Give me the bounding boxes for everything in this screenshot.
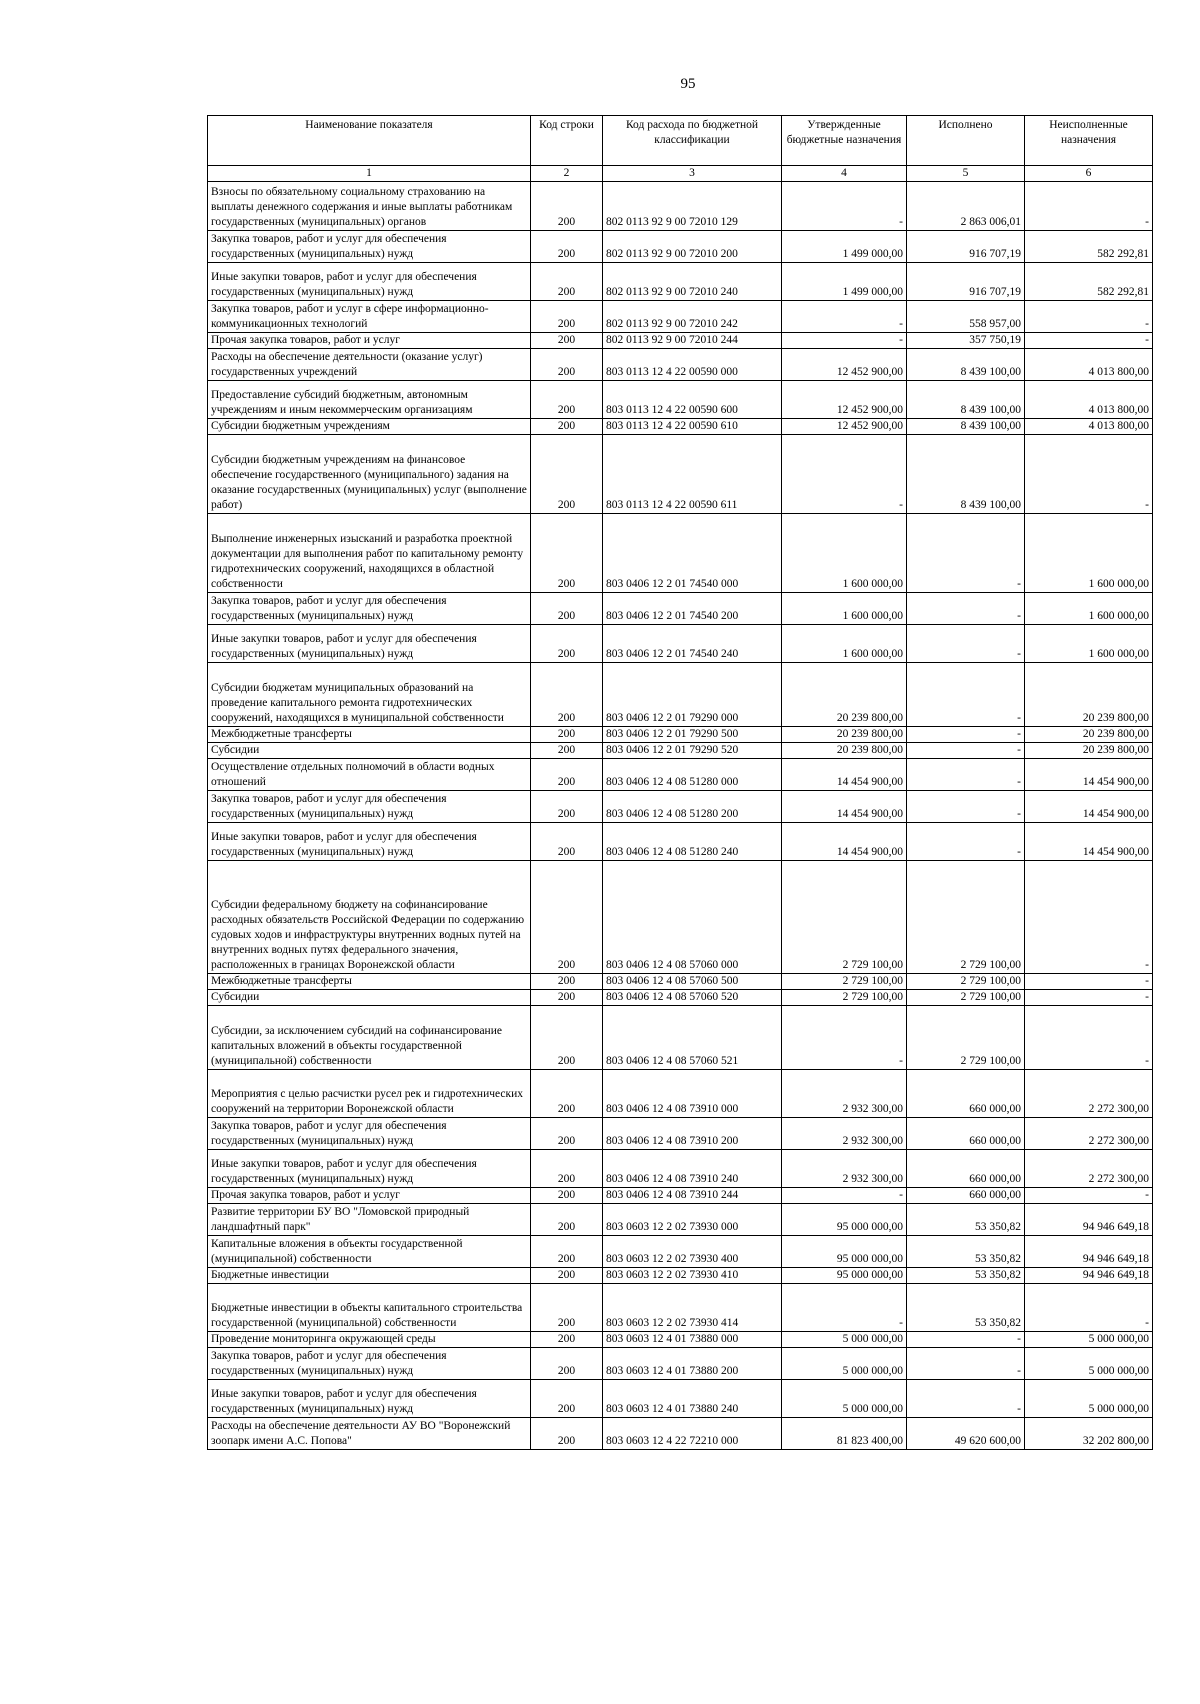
row-unexecuted-cell: 14 454 900,00: [1025, 759, 1153, 791]
row-name-cell: Иные закупки товаров, работ и услуг для обеспечения государственных (муниципальных) нужд: [208, 1150, 531, 1188]
row-line-code-cell: 200: [531, 1380, 603, 1418]
row-line-code-cell: 200: [531, 743, 603, 759]
row-budget-code-cell: 803 0406 12 4 08 57060 500: [603, 974, 782, 990]
row-unexecuted-cell: 4 013 800,00: [1025, 419, 1153, 435]
row-name-cell: Иные закупки товаров, работ и услуг для обеспечения государственных (муниципальных) нужд: [208, 263, 531, 301]
row-budget-code-cell: 803 0603 12 2 02 73930 410: [603, 1268, 782, 1284]
table-row: [208, 743, 1153, 759]
row-line-code-cell: 200: [531, 759, 603, 791]
table-header-row: [208, 116, 1153, 166]
row-executed-cell: -: [907, 759, 1025, 791]
row-name-cell: Субсидии бюджетным учреждениям: [208, 419, 531, 435]
row-unexecuted-cell: -: [1025, 333, 1153, 349]
row-name-cell: Предоставление субсидий бюджетным, автономным учреждениям и иным некоммерческим организациям: [208, 381, 531, 419]
table-row: [208, 333, 1153, 349]
row-line-code-cell: 200: [531, 625, 603, 663]
row-budget-code-cell: 803 0603 12 4 01 73880 200: [603, 1348, 782, 1380]
table-row: [208, 791, 1153, 823]
row-name-cell: Закупка товаров, работ и услуг для обеспечения государственных (муниципальных) нужд: [208, 791, 531, 823]
header-executed: Исполнено: [907, 116, 1025, 166]
row-unexecuted-cell: 94 946 649,18: [1025, 1236, 1153, 1268]
row-executed-cell: -: [907, 1332, 1025, 1348]
column-number: 3: [603, 166, 782, 182]
column-number-row: [208, 166, 1153, 182]
row-line-code-cell: 200: [531, 349, 603, 381]
table-row: [208, 593, 1153, 625]
row-name-cell: Расходы на обеспечение деятельности АУ ВО "Воронежский зоопарк имени А.С. Попова": [208, 1418, 531, 1450]
row-budget-code-cell: 803 0406 12 4 08 51280 240: [603, 823, 782, 861]
table-row: [208, 974, 1153, 990]
row-approved-cell: -: [782, 333, 907, 349]
row-approved-cell: -: [782, 182, 907, 231]
row-unexecuted-cell: 1 600 000,00: [1025, 625, 1153, 663]
row-line-code-cell: 200: [531, 663, 603, 727]
table-row: [208, 1268, 1153, 1284]
column-number: 4: [782, 166, 907, 182]
row-line-code-cell: 200: [531, 823, 603, 861]
row-budget-code-cell: 803 0113 12 4 22 00590 610: [603, 419, 782, 435]
row-budget-code-cell: 803 0603 12 4 01 73880 240: [603, 1380, 782, 1418]
row-line-code-cell: 200: [531, 1348, 603, 1380]
row-line-code-cell: 200: [531, 1150, 603, 1188]
row-name-cell: Закупка товаров, работ и услуг для обеспечения государственных (муниципальных) нужд: [208, 593, 531, 625]
row-line-code-cell: 200: [531, 1268, 603, 1284]
row-budget-code-cell: 802 0113 92 9 00 72010 244: [603, 333, 782, 349]
row-budget-code-cell: 803 0406 12 4 08 73910 240: [603, 1150, 782, 1188]
row-executed-cell: 8 439 100,00: [907, 381, 1025, 419]
row-approved-cell: 5 000 000,00: [782, 1332, 907, 1348]
row-name-cell: Субсидии: [208, 743, 531, 759]
row-budget-code-cell: 803 0603 12 2 02 73930 414: [603, 1284, 782, 1332]
row-unexecuted-cell: 5 000 000,00: [1025, 1348, 1153, 1380]
row-name-cell: Выполнение инженерных изысканий и разработка проектной документации для выполнения работ по капитальному ремонту гидротехнических сооружений, находящихся в областной собственности: [208, 514, 531, 593]
table-row: [208, 861, 1153, 974]
row-line-code-cell: 200: [531, 182, 603, 231]
row-line-code-cell: 200: [531, 1204, 603, 1236]
row-unexecuted-cell: 94 946 649,18: [1025, 1204, 1153, 1236]
row-executed-cell: 660 000,00: [907, 1150, 1025, 1188]
row-executed-cell: 53 350,82: [907, 1284, 1025, 1332]
header-unexecuted: Неисполненные назначения: [1025, 116, 1153, 166]
row-executed-cell: -: [907, 514, 1025, 593]
row-approved-cell: 2 729 100,00: [782, 861, 907, 974]
table-row: [208, 1418, 1153, 1450]
page-number: 95: [680, 76, 696, 92]
row-budget-code-cell: 802 0113 92 9 00 72010 200: [603, 231, 782, 263]
row-line-code-cell: 200: [531, 727, 603, 743]
row-name-cell: Закупка товаров, работ и услуг в сфере информационно-коммуникационных технологий: [208, 301, 531, 333]
row-budget-code-cell: 803 0113 12 4 22 00590 000: [603, 349, 782, 381]
row-executed-cell: 2 729 100,00: [907, 1006, 1025, 1070]
row-unexecuted-cell: -: [1025, 435, 1153, 514]
row-budget-code-cell: 803 0406 12 2 01 74540 200: [603, 593, 782, 625]
row-budget-code-cell: 803 0406 12 2 01 74540 240: [603, 625, 782, 663]
row-approved-cell: 14 454 900,00: [782, 759, 907, 791]
row-name-cell: Бюджетные инвестиции: [208, 1268, 531, 1284]
row-unexecuted-cell: -: [1025, 1188, 1153, 1204]
column-number: 5: [907, 166, 1025, 182]
row-name-cell: Мероприятия с целью расчистки русел рек и гидротехнических сооружений на территории Воронежской области: [208, 1070, 531, 1118]
row-unexecuted-cell: 5 000 000,00: [1025, 1380, 1153, 1418]
row-line-code-cell: 200: [531, 1284, 603, 1332]
table-body: [208, 182, 1153, 1450]
row-unexecuted-cell: -: [1025, 861, 1153, 974]
row-budget-code-cell: 803 0603 12 4 22 72210 000: [603, 1418, 782, 1450]
row-approved-cell: 1 600 000,00: [782, 514, 907, 593]
row-executed-cell: -: [907, 593, 1025, 625]
row-budget-code-cell: 803 0406 12 2 01 74540 000: [603, 514, 782, 593]
row-name-cell: Субсидии федеральному бюджету на софинансирование расходных обязательств Российской Федерации по содержанию судовых ходов и инфраструктуры внутренних водных путей на внутренних водных путях федерального значения, расположенных в границах Воронежской области: [208, 861, 531, 974]
row-name-cell: Капитальные вложения в объекты государственной (муниципальной) собственности: [208, 1236, 531, 1268]
row-unexecuted-cell: 20 239 800,00: [1025, 663, 1153, 727]
row-approved-cell: 2 932 300,00: [782, 1150, 907, 1188]
row-budget-code-cell: 803 0603 12 2 02 73930 400: [603, 1236, 782, 1268]
budget-execution-table: [207, 115, 1153, 1450]
table-row: [208, 727, 1153, 743]
table-row: [208, 263, 1153, 301]
row-approved-cell: 95 000 000,00: [782, 1204, 907, 1236]
row-executed-cell: 2 729 100,00: [907, 974, 1025, 990]
row-unexecuted-cell: 1 600 000,00: [1025, 514, 1153, 593]
table-row: [208, 381, 1153, 419]
row-unexecuted-cell: 5 000 000,00: [1025, 1332, 1153, 1348]
table-row: [208, 1380, 1153, 1418]
row-unexecuted-cell: -: [1025, 1006, 1153, 1070]
table-row: [208, 1236, 1153, 1268]
row-line-code-cell: 200: [531, 381, 603, 419]
table-row: [208, 625, 1153, 663]
row-unexecuted-cell: -: [1025, 974, 1153, 990]
row-executed-cell: 2 729 100,00: [907, 861, 1025, 974]
row-unexecuted-cell: 4 013 800,00: [1025, 349, 1153, 381]
header-line-code: Код строки: [531, 116, 603, 166]
table-row: [208, 1070, 1153, 1118]
row-executed-cell: 53 350,82: [907, 1204, 1025, 1236]
row-name-cell: Прочая закупка товаров, работ и услуг: [208, 1188, 531, 1204]
row-line-code-cell: 200: [531, 333, 603, 349]
column-number: 6: [1025, 166, 1153, 182]
row-approved-cell: 12 452 900,00: [782, 419, 907, 435]
row-unexecuted-cell: -: [1025, 990, 1153, 1006]
row-budget-code-cell: 803 0113 12 4 22 00590 611: [603, 435, 782, 514]
table-row: [208, 514, 1153, 593]
row-name-cell: Взносы по обязательному социальному страхованию на выплаты денежного содержания и иные выплаты работникам государственных (муниципальных) органов: [208, 182, 531, 231]
row-approved-cell: -: [782, 301, 907, 333]
row-name-cell: Закупка товаров, работ и услуг для обеспечения государственных (муниципальных) нужд: [208, 1118, 531, 1150]
row-line-code-cell: 200: [531, 231, 603, 263]
row-budget-code-cell: 802 0113 92 9 00 72010 240: [603, 263, 782, 301]
row-budget-code-cell: 803 0406 12 4 08 51280 000: [603, 759, 782, 791]
row-budget-code-cell: 803 0406 12 4 08 73910 244: [603, 1188, 782, 1204]
row-approved-cell: 1 499 000,00: [782, 231, 907, 263]
row-line-code-cell: 200: [531, 301, 603, 333]
row-line-code-cell: 200: [531, 1070, 603, 1118]
row-name-cell: Иные закупки товаров, работ и услуг для обеспечения государственных (муниципальных) нужд: [208, 1380, 531, 1418]
row-line-code-cell: 200: [531, 974, 603, 990]
row-name-cell: Субсидии бюджетным учреждениям на финансовое обеспечение государственного (муниципального) задания на оказание государственных (муниципальных) услуг (выполнение работ): [208, 435, 531, 514]
row-executed-cell: -: [907, 791, 1025, 823]
row-name-cell: Развитие территории БУ ВО "Ломовской природный ландшафтный парк": [208, 1204, 531, 1236]
row-approved-cell: -: [782, 435, 907, 514]
row-budget-code-cell: 803 0406 12 4 08 51280 200: [603, 791, 782, 823]
table-row: [208, 1204, 1153, 1236]
row-approved-cell: 2 729 100,00: [782, 974, 907, 990]
row-budget-code-cell: 803 0603 12 4 01 73880 000: [603, 1332, 782, 1348]
row-budget-code-cell: 803 0603 12 2 02 73930 000: [603, 1204, 782, 1236]
row-approved-cell: 14 454 900,00: [782, 791, 907, 823]
row-executed-cell: -: [907, 743, 1025, 759]
row-approved-cell: -: [782, 1006, 907, 1070]
row-name-cell: Бюджетные инвестиции в объекты капитального строительства государственной (муниципальной) собственности: [208, 1284, 531, 1332]
row-approved-cell: 5 000 000,00: [782, 1348, 907, 1380]
row-name-cell: Закупка товаров, работ и услуг для обеспечения государственных (муниципальных) нужд: [208, 1348, 531, 1380]
table-row: [208, 1006, 1153, 1070]
table-row: [208, 1188, 1153, 1204]
row-unexecuted-cell: 4 013 800,00: [1025, 381, 1153, 419]
row-approved-cell: 2 932 300,00: [782, 1118, 907, 1150]
table-row: [208, 419, 1153, 435]
table-row: [208, 759, 1153, 791]
row-name-cell: Субсидии бюджетам муниципальных образований на проведение капитального ремонта гидротехнических сооружений, находящихся в муниципальной собственности: [208, 663, 531, 727]
column-number: 1: [208, 166, 531, 182]
row-line-code-cell: 200: [531, 263, 603, 301]
row-approved-cell: 95 000 000,00: [782, 1268, 907, 1284]
row-executed-cell: 916 707,19: [907, 231, 1025, 263]
row-executed-cell: 8 439 100,00: [907, 349, 1025, 381]
row-approved-cell: 95 000 000,00: [782, 1236, 907, 1268]
row-executed-cell: 660 000,00: [907, 1188, 1025, 1204]
row-budget-code-cell: 803 0406 12 4 08 57060 000: [603, 861, 782, 974]
row-name-cell: Проведение мониторинга окружающей среды: [208, 1332, 531, 1348]
row-line-code-cell: 200: [531, 1006, 603, 1070]
table-row: [208, 1150, 1153, 1188]
row-name-cell: Межбюджетные трансферты: [208, 727, 531, 743]
row-unexecuted-cell: 2 272 300,00: [1025, 1150, 1153, 1188]
row-budget-code-cell: 803 0406 12 2 01 79290 520: [603, 743, 782, 759]
row-approved-cell: 1 499 000,00: [782, 263, 907, 301]
row-budget-code-cell: 803 0113 12 4 22 00590 600: [603, 381, 782, 419]
row-name-cell: Осуществление отдельных полномочий в области водных отношений: [208, 759, 531, 791]
row-approved-cell: 20 239 800,00: [782, 727, 907, 743]
row-line-code-cell: 200: [531, 419, 603, 435]
row-line-code-cell: 200: [531, 1118, 603, 1150]
row-executed-cell: 660 000,00: [907, 1118, 1025, 1150]
row-executed-cell: 357 750,19: [907, 333, 1025, 349]
row-line-code-cell: 200: [531, 593, 603, 625]
table-row: [208, 1118, 1153, 1150]
row-executed-cell: -: [907, 823, 1025, 861]
row-budget-code-cell: 803 0406 12 4 08 57060 520: [603, 990, 782, 1006]
row-line-code-cell: 200: [531, 514, 603, 593]
row-budget-code-cell: 803 0406 12 4 08 57060 521: [603, 1006, 782, 1070]
row-executed-cell: 916 707,19: [907, 263, 1025, 301]
table-row: [208, 182, 1153, 231]
row-unexecuted-cell: 94 946 649,18: [1025, 1268, 1153, 1284]
table-row: [208, 823, 1153, 861]
row-unexecuted-cell: 14 454 900,00: [1025, 823, 1153, 861]
row-approved-cell: -: [782, 1188, 907, 1204]
row-line-code-cell: 200: [531, 1418, 603, 1450]
header-name: Наименование показателя: [208, 116, 531, 166]
row-executed-cell: -: [907, 1380, 1025, 1418]
row-name-cell: Закупка товаров, работ и услуг для обеспечения государственных (муниципальных) нужд: [208, 231, 531, 263]
table-row: [208, 231, 1153, 263]
row-approved-cell: 5 000 000,00: [782, 1380, 907, 1418]
table-row: [208, 663, 1153, 727]
table-row: [208, 301, 1153, 333]
row-line-code-cell: 200: [531, 435, 603, 514]
row-approved-cell: 2 729 100,00: [782, 990, 907, 1006]
row-unexecuted-cell: 582 292,81: [1025, 231, 1153, 263]
row-executed-cell: 8 439 100,00: [907, 419, 1025, 435]
table-row: [208, 1348, 1153, 1380]
column-number: 2: [531, 166, 603, 182]
row-budget-code-cell: 802 0113 92 9 00 72010 129: [603, 182, 782, 231]
row-budget-code-cell: 802 0113 92 9 00 72010 242: [603, 301, 782, 333]
row-line-code-cell: 200: [531, 1332, 603, 1348]
row-unexecuted-cell: -: [1025, 1284, 1153, 1332]
table-row: [208, 1284, 1153, 1332]
table-row: [208, 435, 1153, 514]
row-executed-cell: -: [907, 727, 1025, 743]
row-line-code-cell: 200: [531, 861, 603, 974]
row-executed-cell: 53 350,82: [907, 1236, 1025, 1268]
row-executed-cell: -: [907, 625, 1025, 663]
row-name-cell: Субсидии, за исключением субсидий на софинансирование капитальных вложений в объекты государственной (муниципальной) собственности: [208, 1006, 531, 1070]
row-unexecuted-cell: 2 272 300,00: [1025, 1118, 1153, 1150]
row-unexecuted-cell: -: [1025, 301, 1153, 333]
row-executed-cell: 8 439 100,00: [907, 435, 1025, 514]
row-budget-code-cell: 803 0406 12 4 08 73910 200: [603, 1118, 782, 1150]
row-name-cell: Межбюджетные трансферты: [208, 974, 531, 990]
row-approved-cell: 81 823 400,00: [782, 1418, 907, 1450]
row-approved-cell: -: [782, 1284, 907, 1332]
row-name-cell: Иные закупки товаров, работ и услуг для обеспечения государственных (муниципальных) нужд: [208, 823, 531, 861]
row-executed-cell: 53 350,82: [907, 1268, 1025, 1284]
header-budget-code: Код расхода по бюджетной классификации: [603, 116, 782, 166]
row-unexecuted-cell: 20 239 800,00: [1025, 743, 1153, 759]
row-name-cell: Расходы на обеспечение деятельности (оказание услуг) государственных учреждений: [208, 349, 531, 381]
row-name-cell: Прочая закупка товаров, работ и услуг: [208, 333, 531, 349]
row-executed-cell: 660 000,00: [907, 1070, 1025, 1118]
row-approved-cell: 20 239 800,00: [782, 743, 907, 759]
row-executed-cell: -: [907, 1348, 1025, 1380]
row-line-code-cell: 200: [531, 1236, 603, 1268]
row-approved-cell: 20 239 800,00: [782, 663, 907, 727]
row-executed-cell: 2 729 100,00: [907, 990, 1025, 1006]
table-row: [208, 349, 1153, 381]
row-executed-cell: 2 863 006,01: [907, 182, 1025, 231]
row-budget-code-cell: 803 0406 12 2 01 79290 000: [603, 663, 782, 727]
row-line-code-cell: 200: [531, 1188, 603, 1204]
table-row: [208, 1332, 1153, 1348]
row-unexecuted-cell: 1 600 000,00: [1025, 593, 1153, 625]
row-approved-cell: 1 600 000,00: [782, 593, 907, 625]
row-name-cell: Иные закупки товаров, работ и услуг для обеспечения государственных (муниципальных) нужд: [208, 625, 531, 663]
row-approved-cell: 2 932 300,00: [782, 1070, 907, 1118]
row-unexecuted-cell: -: [1025, 182, 1153, 231]
row-unexecuted-cell: 2 272 300,00: [1025, 1070, 1153, 1118]
row-budget-code-cell: 803 0406 12 4 08 73910 000: [603, 1070, 782, 1118]
row-executed-cell: 49 620 600,00: [907, 1418, 1025, 1450]
row-unexecuted-cell: 20 239 800,00: [1025, 727, 1153, 743]
table-row: [208, 990, 1153, 1006]
row-approved-cell: 14 454 900,00: [782, 823, 907, 861]
row-budget-code-cell: 803 0406 12 2 01 79290 500: [603, 727, 782, 743]
row-executed-cell: -: [907, 663, 1025, 727]
row-unexecuted-cell: 582 292,81: [1025, 263, 1153, 301]
row-line-code-cell: 200: [531, 990, 603, 1006]
row-name-cell: Субсидии: [208, 990, 531, 1006]
row-unexecuted-cell: 14 454 900,00: [1025, 791, 1153, 823]
row-approved-cell: 12 452 900,00: [782, 381, 907, 419]
row-approved-cell: 1 600 000,00: [782, 625, 907, 663]
row-line-code-cell: 200: [531, 791, 603, 823]
header-approved: Утвержденные бюджетные назначения: [782, 116, 907, 166]
row-executed-cell: 558 957,00: [907, 301, 1025, 333]
row-approved-cell: 12 452 900,00: [782, 349, 907, 381]
row-unexecuted-cell: 32 202 800,00: [1025, 1418, 1153, 1450]
